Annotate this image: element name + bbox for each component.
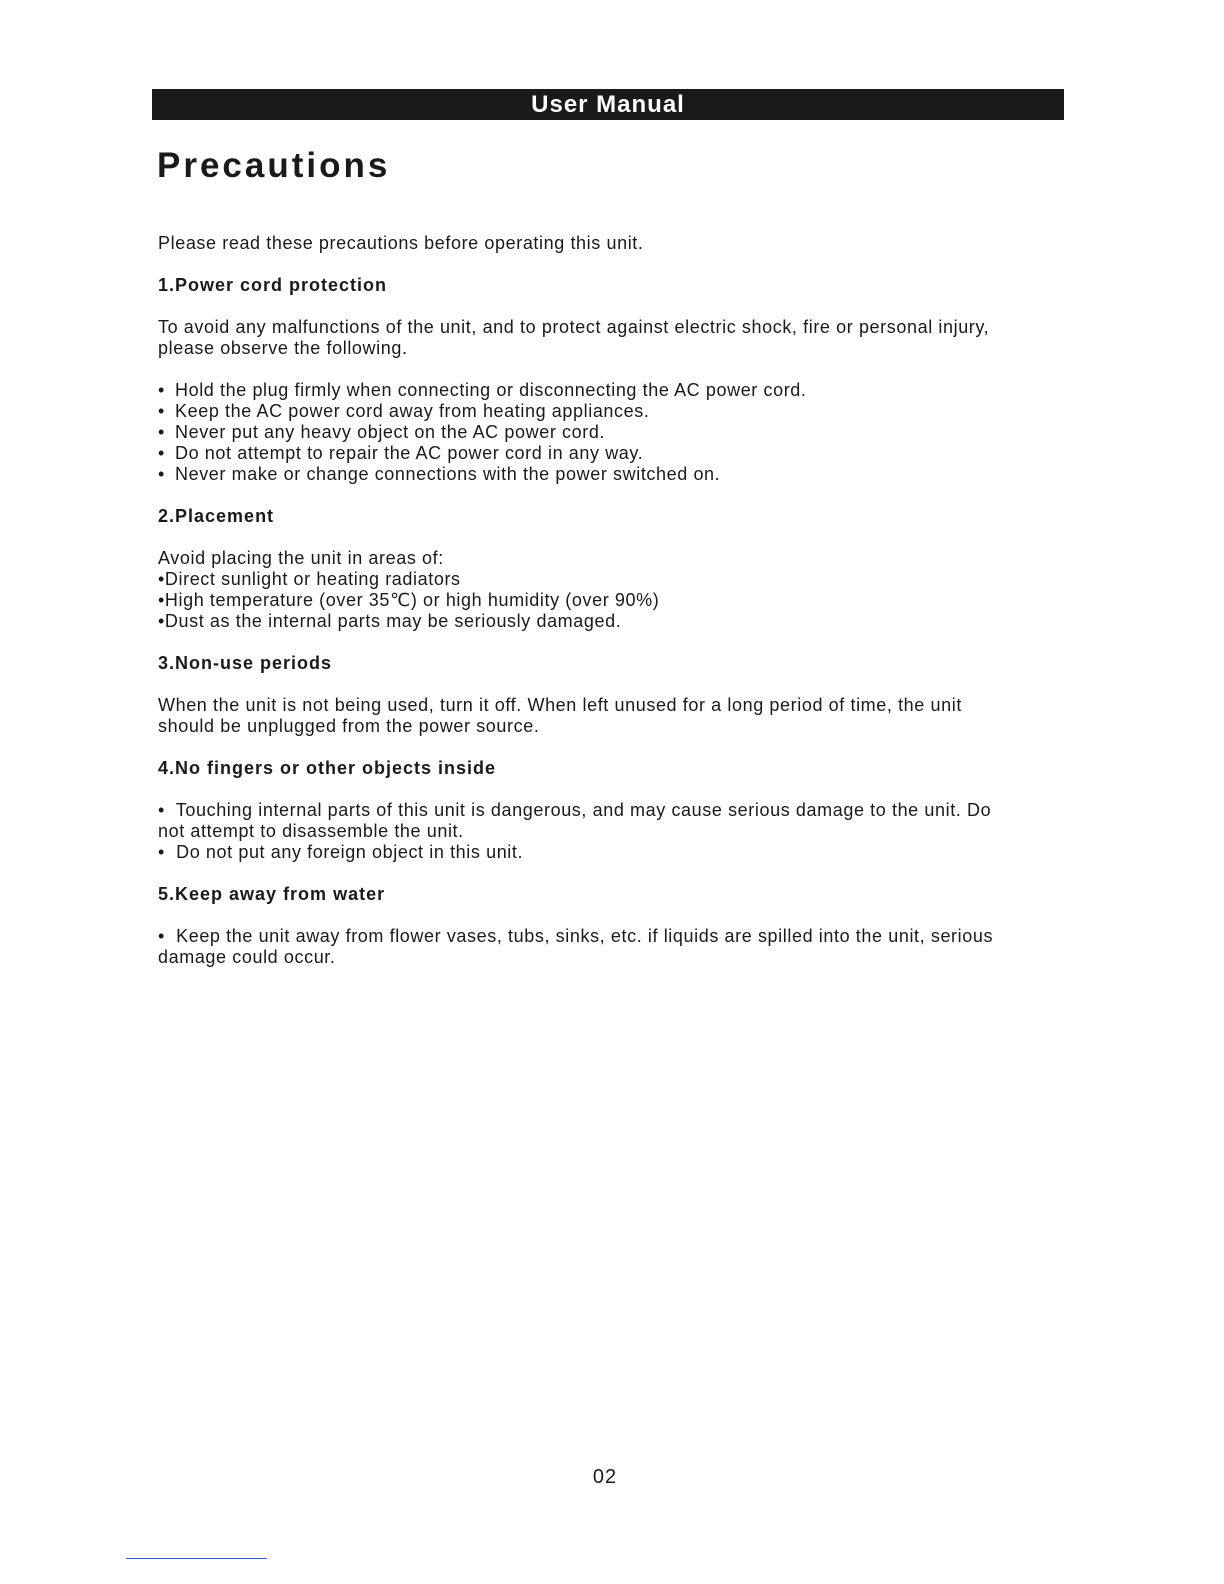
section-heading-power-cord: 1.Power cord protection [158,275,388,295]
page-title: Precautions [157,146,391,185]
bullet-text: Do not attempt to repair the AC power cord in any way. [175,443,644,463]
text-line: •Direct sunlight or heating radiators [158,569,461,589]
bullet-text: Never put any heavy object on the AC power cord. [175,422,606,442]
bullet-text: Hold the plug firmly when connecting or disconnecting the AC power cord. [175,380,807,400]
section-heading-water: 5.Keep away from water [158,884,386,904]
text-line: •High temperature (over 35℃) or high humidity (over 90%) [158,590,660,610]
text-line: • Keep the unit away from flower vases, tubs, sinks, etc. if liquids are spilled into the unit, serious [158,926,994,946]
text-line: •Dust as the internal parts may be seriously damaged. [158,611,622,631]
bullet-icon: • [158,422,165,442]
text-line: • Touching internal parts of this unit is dangerous, and may cause serious damage to the unit. Do [158,800,992,820]
intro-text: Please read these precautions before operating this unit. [158,233,644,253]
bullet-text: Never make or change connections with the power switched on. [175,464,721,484]
text-line: • Do not put any foreign object in this unit. [158,842,524,862]
section-paragraph-power-cord: To avoid any malfunctions of the unit, and to protect against electric shock, fire or personal injury, please observe the following. [158,317,990,358]
bullet-text: Keep the AC power cord away from heating appliances. [175,401,650,421]
section-paragraph-non-use: When the unit is not being used, turn it off. When left unused for a long period of time, the unit should be unplugged from the power source. [158,695,962,736]
no-fingers-lines [158,800,1058,863]
list-item [158,443,1058,464]
text-line: damage could occur. [158,947,336,967]
section-heading-no-fingers: 4.No fingers or other objects inside [158,758,497,778]
text-line: Avoid placing the unit in areas of: [158,548,444,568]
list-item [158,380,1058,401]
page-number: 02 [592,1466,618,1488]
water-lines [158,926,1058,968]
text-line: not attempt to disassemble the unit. [158,821,464,841]
list-item [158,401,1058,422]
bullet-icon: • [158,401,165,421]
header-label: User Manual [531,91,685,118]
section-heading-non-use: 3.Non-use periods [158,653,333,673]
power-cord-bullet-list [158,380,1058,485]
list-item [158,422,1058,443]
list-item [158,464,1058,485]
section-heading-placement: 2.Placement [158,506,275,526]
bullet-icon: • [158,443,165,463]
precautions-content [158,233,1058,968]
placement-lines [158,548,1058,632]
bottom-divider [126,1558,267,1559]
bullet-icon: • [158,464,165,484]
manual-header-bar [152,89,1064,120]
bullet-icon: • [158,380,165,400]
